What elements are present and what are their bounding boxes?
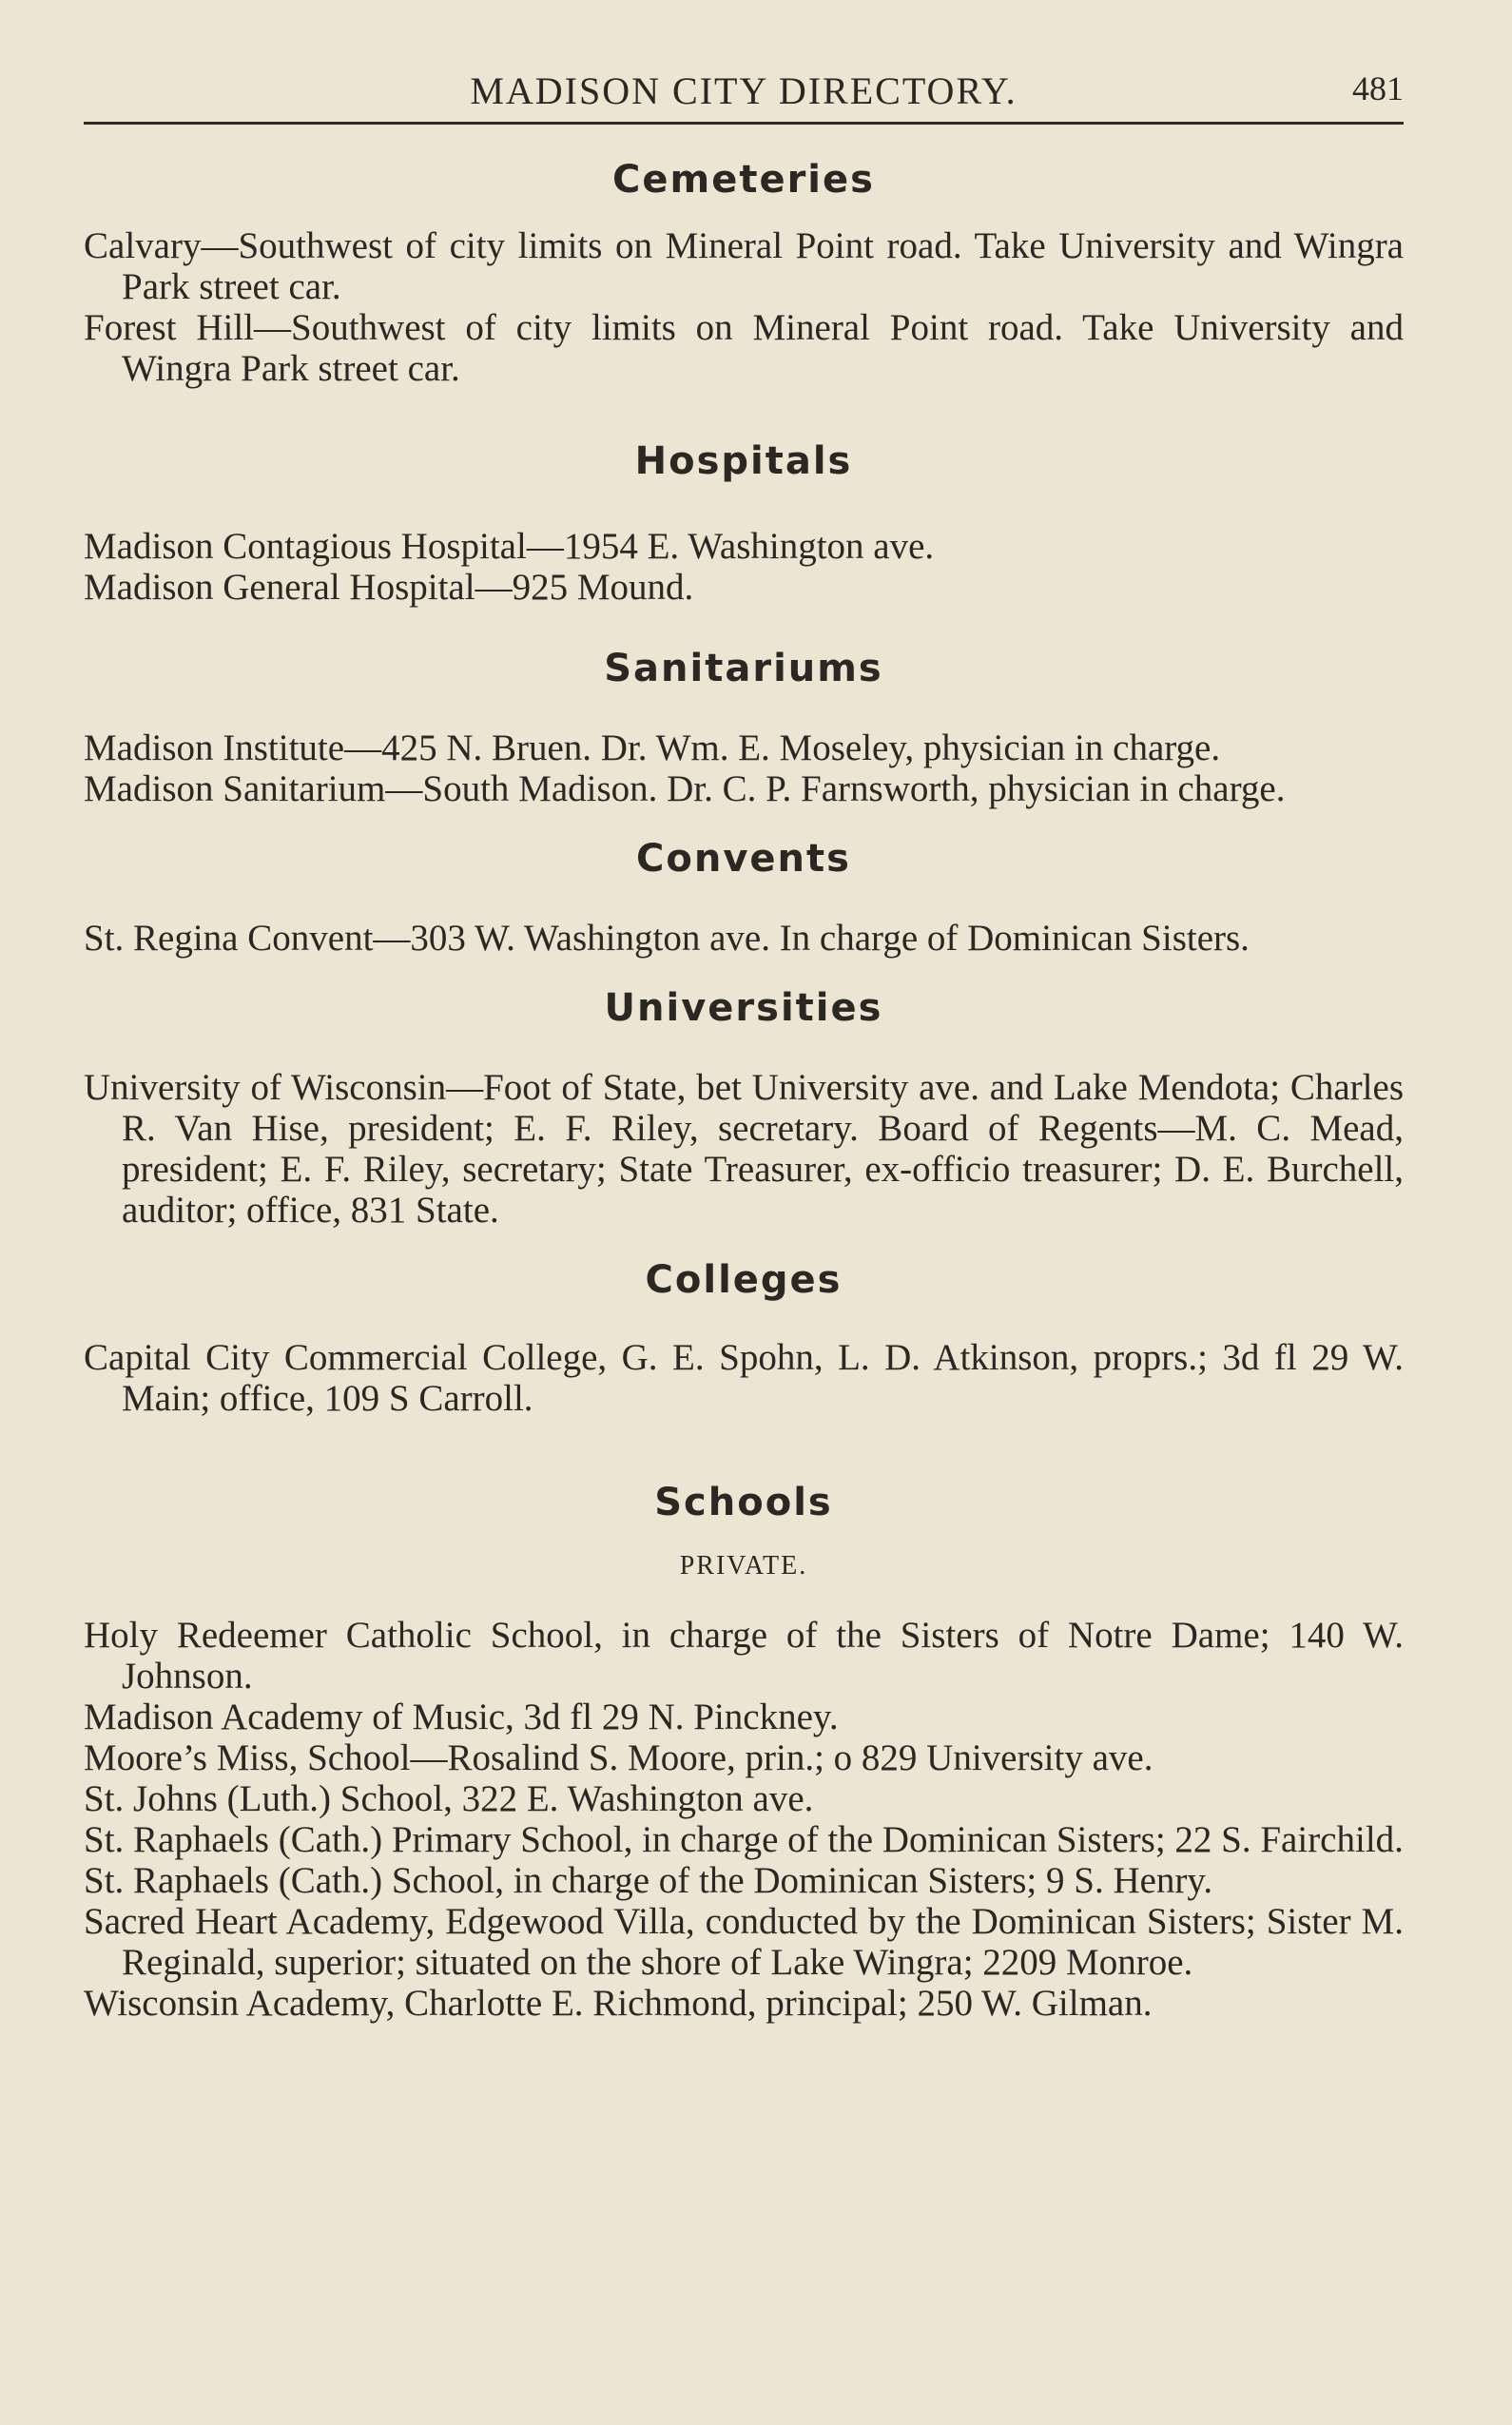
- heading-universities: Universities: [604, 986, 883, 1030]
- list-item: Madison Institute—425 N. Bruen. Dr. Wm. E. Moseley, physician in charge.: [84, 728, 1221, 768]
- heading-hospitals: Hospitals: [634, 439, 853, 483]
- heading-schools: Schools: [654, 1481, 833, 1524]
- heading-convents: Convents: [636, 837, 851, 881]
- list-universities: [84, 1067, 1404, 1231]
- list-item: St. Raphaels (Cath.) School, in charge of the Dominican Sisters; 9 S. Henry.: [84, 1859, 1213, 1901]
- list-item: Madison Academy of Music, 3d fl 29 N. Pinckney.: [84, 1696, 839, 1737]
- page-title: MADISON CITY DIRECTORY.: [470, 69, 1018, 112]
- list-hospitals: [84, 526, 1404, 608]
- list-item: Capital City Commercial College, G. E. Spohn, L. D. Atkinson, proprs.; 3d fl 29 W. Main; office, 109 S Carroll.: [84, 1337, 1404, 1419]
- subheading-private: PRIVATE.: [679, 1551, 808, 1581]
- heading-cemeteries: Cemeteries: [612, 158, 875, 202]
- list-item: Madison General Hospital—925 Mound.: [84, 567, 694, 608]
- list-item: St. Johns (Luth.) School, 322 E. Washington ave.: [84, 1777, 814, 1819]
- list-cemeteries: [84, 225, 1404, 389]
- list-colleges: [84, 1337, 1404, 1419]
- list-schools: [84, 1615, 1404, 2024]
- list-item: Wisconsin Academy, Charlotte E. Richmond, principal; 250 W. Gilman.: [84, 1982, 1153, 2024]
- running-header: [84, 65, 1404, 125]
- list-item: Madison Contagious Hospital—1954 E. Washington ave.: [84, 526, 935, 567]
- heading-sanitariums: Sanitariums: [604, 647, 883, 690]
- list-item: Moore’s Miss, School—Rosalind S. Moore, prin.; o 829 University ave.: [84, 1736, 1153, 1778]
- page-number: 481: [1352, 69, 1404, 107]
- list-item: Sacred Heart Academy, Edgewood Villa, conducted by the Dominican Sisters; Sister M. Reginald, superior; situated on the shore of Lake Wingra; 2209 Monroe.: [84, 1900, 1404, 1983]
- list-item: St. Raphaels (Cath.) Primary School, in charge of the Dominican Sisters; 22 S. Fairchild.: [84, 1818, 1404, 1860]
- list-item: University of Wisconsin—Foot of State, bet University ave. and Lake Mendota; Charles R. Van Hise, president; E. F. Riley, secretary. Board of Regents—M. C. Mead, president; E. F. Riley, secretary; State Treasurer, ex-officio treasurer; D. E. Burchell, auditor; office, 831 State.: [84, 1067, 1404, 1231]
- list-sanitariums: [84, 728, 1404, 809]
- directory-page: [84, 65, 1404, 2024]
- list-item: St. Regina Convent—303 W. Washington ave. In charge of Dominican Sisters.: [84, 918, 1250, 959]
- list-item: Calvary—Southwest of city limits on Mineral Point road. Take University and Wingra Park street car.: [84, 225, 1404, 307]
- list-item: Madison Sanitarium—South Madison. Dr. C. P. Farnsworth, physician in charge.: [84, 768, 1286, 809]
- list-item: Holy Redeemer Catholic School, in charge of the Sisters of Notre Dame; 140 W. Johnson.: [84, 1614, 1404, 1697]
- list-item: Forest Hill—Southwest of city limits on Mineral Point road. Take University and Wingra Park street car.: [84, 307, 1404, 389]
- list-convents: [84, 918, 1404, 959]
- heading-colleges: Colleges: [645, 1258, 843, 1302]
